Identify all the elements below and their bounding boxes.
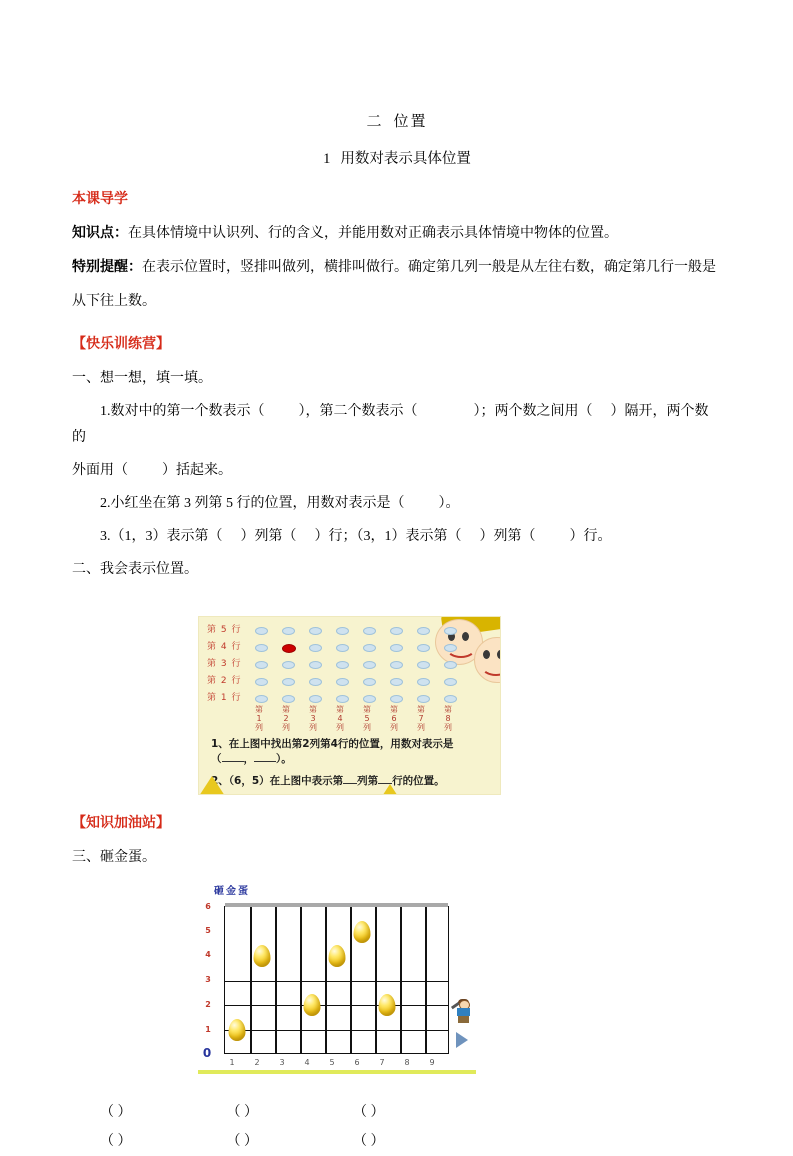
- training-heading: 【快乐训练营】: [72, 335, 170, 352]
- seat-dot[interactable]: [255, 678, 268, 686]
- seat-dot[interactable]: [255, 627, 268, 635]
- part1-title: 一、想一想，填一填。: [72, 370, 212, 386]
- triangle-decoration-icon: [377, 784, 403, 795]
- y-axis-tick: 1: [205, 1024, 211, 1034]
- golden-egg-marker[interactable]: [379, 994, 396, 1016]
- question-1: [72, 399, 722, 453]
- column-label-pre: 第: [417, 704, 425, 714]
- figure-q2-text-c: 行的位置。: [392, 774, 445, 787]
- lesson-number: 1: [323, 151, 331, 167]
- seat-dot[interactable]: [309, 661, 322, 669]
- seat-dot[interactable]: [444, 627, 457, 635]
- column-label-post: 列: [255, 722, 263, 732]
- seat-dot[interactable]: [336, 627, 349, 635]
- column-label-post: 列: [417, 722, 425, 732]
- chapter-title: [72, 110, 722, 131]
- answer-blank[interactable]: [353, 1127, 448, 1156]
- document-body: [72, 110, 722, 1156]
- part2-title: 二、我会表示位置。: [72, 561, 198, 577]
- x-axis-tick: 9: [429, 1057, 435, 1067]
- column-label-pre: 第: [363, 704, 371, 714]
- reminder-label: 特别提醒：: [72, 259, 142, 275]
- column-label-pre: 第: [255, 704, 263, 714]
- x-axis-tick: 6: [354, 1057, 360, 1067]
- seat-dot[interactable]: [282, 627, 295, 635]
- answer-blank[interactable]: [100, 1127, 195, 1156]
- play-arrow-icon[interactable]: [456, 1032, 468, 1048]
- figure-q2-blank-2[interactable]: [378, 774, 392, 784]
- guide-heading: 本课导学: [72, 191, 128, 207]
- q3-segment-c: ）行；（3，1）表示第（: [314, 529, 462, 544]
- grid-hline: [225, 1030, 448, 1032]
- seating-figure-wrapper: [72, 616, 722, 795]
- golden-egg-marker[interactable]: [354, 921, 371, 943]
- lesson-title: [72, 147, 722, 168]
- column-label-pre: 第: [444, 704, 452, 714]
- column-label-pre: 第: [309, 704, 317, 714]
- column-label-pre: 第: [336, 704, 344, 714]
- q3-segment-b: ）列第（: [240, 529, 297, 544]
- column-label-num: 6: [391, 713, 397, 723]
- y-axis-origin-label: 0: [202, 1045, 212, 1060]
- q3-segment-a: 3.（1，3）表示第（: [100, 529, 223, 544]
- q3-segment-d: ）列第（: [479, 529, 536, 544]
- column-label: [413, 705, 429, 732]
- q1-segment-c: ）；两个数之间用（: [473, 403, 593, 419]
- column-label: [332, 705, 348, 732]
- figure-q2-blank-1[interactable]: [343, 774, 357, 784]
- seat-dot[interactable]: [417, 644, 430, 652]
- seat-dot-highlighted[interactable]: [282, 644, 296, 653]
- column-label-num: 2: [283, 713, 289, 723]
- column-label-num: 7: [418, 713, 424, 723]
- knowledge-point-paragraph: [72, 221, 722, 248]
- figure-q1-text: 1、在上图中找出第2列第4行的位置，用数对表示是: [211, 737, 454, 750]
- x-axis-tick: 2: [254, 1057, 260, 1067]
- seat-dot[interactable]: [390, 644, 403, 652]
- row-label: 第 2 行: [207, 675, 242, 686]
- answer-blank[interactable]: [100, 1098, 195, 1127]
- column-label-pre: 第: [390, 704, 398, 714]
- seat-dot[interactable]: [282, 678, 295, 686]
- answer-blank[interactable]: [227, 1098, 322, 1127]
- figure-q1-close: ）。: [276, 752, 292, 765]
- answer-row: [72, 1127, 722, 1156]
- x-axis-tick: 4: [304, 1057, 310, 1067]
- q1-segment-d: ）隔开，两个数的: [72, 403, 709, 446]
- grid-hline: [225, 1005, 448, 1007]
- chart-baseline-bar: [198, 1070, 476, 1074]
- answer-blank-text: （ ）: [226, 1104, 258, 1120]
- column-label-post: 列: [282, 722, 290, 732]
- column-label-num: 1: [256, 713, 262, 723]
- seat-dot[interactable]: [336, 644, 349, 652]
- seat-dot[interactable]: [363, 627, 376, 635]
- answer-blank[interactable]: [227, 1127, 322, 1156]
- column-label-post: 列: [309, 722, 317, 732]
- seat-dot[interactable]: [390, 695, 403, 703]
- column-label-num: 4: [337, 713, 343, 723]
- seat-dot[interactable]: [309, 678, 322, 686]
- column-label-post: 列: [444, 722, 452, 732]
- y-axis-tick: 5: [205, 925, 211, 935]
- seat-dot[interactable]: [444, 695, 457, 703]
- column-label: [359, 705, 375, 732]
- seat-dot[interactable]: [309, 695, 322, 703]
- seat-dot[interactable]: [336, 678, 349, 686]
- column-label-post: 列: [336, 722, 344, 732]
- golden-egg-marker[interactable]: [304, 994, 321, 1016]
- column-label: [305, 705, 321, 732]
- bonus-heading: 【知识加油站】: [72, 814, 170, 831]
- column-label-post: 列: [363, 722, 371, 732]
- seat-dot[interactable]: [417, 678, 430, 686]
- seat-dot[interactable]: [444, 661, 457, 669]
- answer-blank-text: （ ）: [353, 1134, 385, 1150]
- question-1-cont: [72, 458, 722, 485]
- x-axis-tick: 8: [404, 1057, 410, 1067]
- knowledge-point-text: 在具体情境中认识列、行的含义，并能用数对正确表示具体情境中物体的位置。: [128, 226, 618, 241]
- seat-dot[interactable]: [309, 627, 322, 635]
- seat-dot[interactable]: [282, 661, 295, 669]
- q1-segment-e: 外面用（: [72, 463, 128, 479]
- seat-dot[interactable]: [444, 678, 457, 686]
- seat-dot[interactable]: [309, 644, 322, 652]
- seat-dot[interactable]: [255, 695, 268, 703]
- seating-grid-figure: [198, 616, 501, 795]
- seat-dot[interactable]: [390, 678, 403, 686]
- answer-blank-text: （ ）: [353, 1104, 385, 1120]
- figure-q1-blank-1[interactable]: [222, 752, 244, 762]
- q3-segment-e: ）行。: [569, 529, 612, 544]
- column-label: [278, 705, 294, 732]
- question-2: [72, 491, 722, 518]
- answer-blank-text: （ ）: [226, 1134, 258, 1150]
- reminder-text-line2: 从下往上数。: [72, 293, 156, 309]
- x-axis-tick: 5: [329, 1057, 335, 1067]
- seat-dot[interactable]: [363, 644, 376, 652]
- x-axis-tick: 3: [279, 1057, 285, 1067]
- golden-egg-marker[interactable]: [329, 945, 346, 967]
- figure-q2-text-b: 列第: [357, 774, 379, 787]
- column-label-num: 8: [445, 713, 451, 723]
- chart-title: 砸金蛋: [214, 885, 250, 897]
- seat-dot[interactable]: [336, 695, 349, 703]
- reminder-paragraph: [72, 255, 722, 282]
- seat-dot[interactable]: [417, 627, 430, 635]
- seat-dot[interactable]: [363, 695, 376, 703]
- seat-dot[interactable]: [363, 678, 376, 686]
- y-axis-tick: 2: [205, 999, 211, 1009]
- figure-q1-comma: ，: [243, 752, 254, 765]
- answer-blank-text: （ ）: [100, 1104, 132, 1120]
- column-label-pre: 第: [282, 704, 290, 714]
- seat-dot[interactable]: [390, 627, 403, 635]
- chart-top-rule: [225, 903, 448, 907]
- seat-dot[interactable]: [417, 661, 430, 669]
- row-label: 第 5 行: [207, 624, 242, 635]
- column-label: [386, 705, 402, 732]
- column-label: [251, 705, 267, 732]
- seat-dot[interactable]: [255, 644, 268, 652]
- figure-question-2: [211, 774, 495, 789]
- column-label-num: 5: [364, 713, 370, 723]
- chart-plot-area: [224, 906, 449, 1054]
- hammer-boy-icon: [454, 1000, 474, 1024]
- x-axis-tick: 1: [229, 1057, 235, 1067]
- column-label-post: 列: [390, 722, 398, 732]
- figure-q2-text-a: 2、（6，5）在上图中表示第: [211, 774, 344, 787]
- egg-coordinate-chart: [198, 882, 483, 1082]
- golden-egg-marker[interactable]: [229, 1019, 246, 1041]
- seat-dot[interactable]: [363, 661, 376, 669]
- triangle-decoration-icon: [199, 776, 225, 795]
- column-label: [440, 705, 456, 732]
- q2-segment-b: ）。: [438, 496, 460, 512]
- q1-segment-f: ）括起来。: [162, 463, 232, 479]
- grid-hline: [225, 981, 448, 983]
- golden-egg-marker[interactable]: [254, 945, 271, 967]
- column-label-num: 3: [310, 713, 316, 723]
- x-axis-tick: 7: [379, 1057, 385, 1067]
- reminder-paragraph-cont: [72, 289, 722, 316]
- row-label: 第 3 行: [207, 658, 242, 669]
- y-axis-tick: 3: [205, 974, 211, 984]
- row-label: 第 1 行: [207, 692, 242, 703]
- row-label: 第 4 行: [207, 641, 242, 652]
- seat-dot[interactable]: [444, 644, 457, 652]
- seat-dot[interactable]: [282, 695, 295, 703]
- figure-q1-blank-2[interactable]: [254, 752, 276, 762]
- answer-blank[interactable]: [353, 1098, 448, 1127]
- seat-dot[interactable]: [255, 661, 268, 669]
- knowledge-point-label: 知识点：: [72, 226, 128, 241]
- question-3: [72, 524, 722, 551]
- egg-chart-wrapper: [72, 882, 722, 1082]
- lesson-title-text: 用数对表示具体位置: [340, 151, 471, 167]
- reminder-text-line1: 在表示位置时，竖排叫做列，横排叫做行。确定第几列一般是从左往右数，确定第几行一般是: [142, 259, 716, 275]
- q1-segment-b: ），第二个数表示（: [298, 403, 418, 419]
- figure-q1-open: （: [211, 752, 222, 765]
- q1-segment-a: 1.数对中的第一个数表示（: [100, 403, 265, 419]
- seat-dot[interactable]: [336, 661, 349, 669]
- part3-title: 三、砸金蛋。: [72, 849, 156, 865]
- y-axis-tick: 6: [205, 901, 211, 911]
- chapter-number: 二: [366, 114, 384, 130]
- figure-question-1: [211, 737, 495, 767]
- chapter-title-text: 位置: [393, 114, 428, 130]
- seat-dot[interactable]: [417, 695, 430, 703]
- y-axis-tick: 4: [205, 949, 211, 959]
- answer-blank-area: [72, 1098, 722, 1156]
- answer-blank-text: （ ）: [100, 1134, 132, 1150]
- answer-row: [72, 1098, 722, 1127]
- seat-dot[interactable]: [390, 661, 403, 669]
- q2-segment-a: 2.小红坐在第 3 列第 5 行的位置，用数对表示是（: [100, 496, 405, 512]
